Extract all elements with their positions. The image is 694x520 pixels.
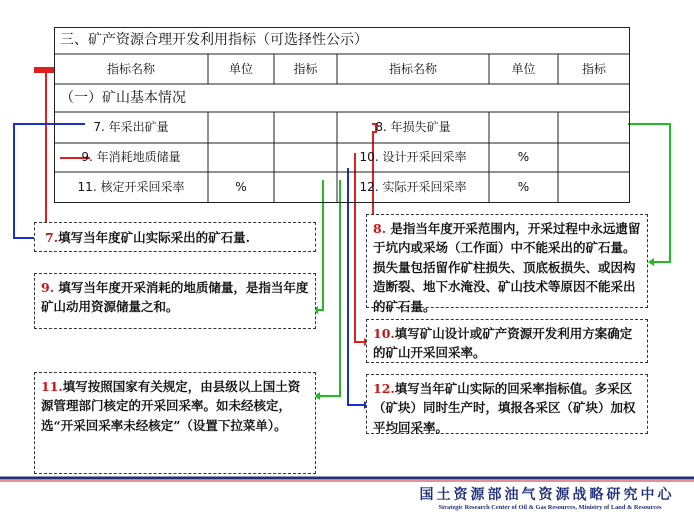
row-unit-left (208, 143, 274, 172)
row-name-right: 10. 设计开采回采率 (359, 150, 467, 165)
header-value-right: 指标 (581, 61, 606, 76)
header-name-left: 指标名称 (106, 61, 155, 76)
footer-org-name: 国土资源部油气资源战略研究中心 (419, 487, 675, 503)
note-9 (34, 273, 316, 329)
note-8-number: 8. (373, 221, 387, 236)
note-12-number: 12. (373, 381, 395, 396)
note-11-number: 11. (41, 379, 63, 394)
row-name-left: 11. 核定开采回采率 (77, 180, 185, 195)
note-10-number: 10. (373, 326, 395, 341)
note-10 (366, 319, 648, 363)
row-name-right: 8. 年损失矿量 (375, 120, 451, 135)
note-11-text: 填写按照国家有关规定，由县级以上国土资源管理部门核定的开采回采率。如未经核定，选“开采回采率未经核定”（设置下拉菜单）。 (41, 379, 301, 433)
row-name-left: 7. 年采出矿量 (93, 120, 169, 135)
header-unit-left: 单位 (228, 61, 253, 76)
note-12 (366, 374, 648, 434)
footer-org-name-en: Strategic Research Center of Oil & Gas Resources, Ministry of Land & Resources (438, 504, 662, 511)
note-7-number: 7. (45, 230, 59, 245)
note-9-number: 9. (41, 280, 55, 295)
row-unit-right: % (517, 180, 530, 195)
row-unit-left: % (235, 180, 247, 195)
table-title: 三、矿产资源合理开发利用指标（可选择性公示） (60, 32, 368, 49)
note-9-text: 填写当年度开采消耗的地质储量，是指当年度矿山动用资源储量之和。 (41, 280, 309, 315)
header-value-left: 指标 (293, 61, 318, 76)
note-8 (366, 214, 648, 314)
note-8-text: 是指当年度开采范围内，开采过程中永远遗留于坑内或采场（工作面）中不能采出的矿石量。损失量包括留作矿柱损失、顶底板损失、或因构造断裂、地下水淹没、矿山技术等原因不能采出的矿石量。 (373, 221, 641, 314)
note-7 (34, 222, 316, 252)
row-unit-right: % (517, 150, 530, 165)
note-11 (34, 372, 316, 474)
row-unit-right (489, 112, 558, 143)
note-12-text: 填写当年矿山实际的回采率指标值。多采区（矿块）同时生产时，填报各采区（矿块）加权平均回采率。 (373, 381, 636, 435)
row-name-right: 12. 实际开采回采率 (359, 180, 467, 195)
note-7-text: 填写当年度矿山实际采出的矿石量. (58, 230, 250, 245)
note-10-text: 填写矿山设计或矿产资源开发利用方案确定的矿山开采回采率。 (373, 326, 633, 361)
section-heading: （一）矿山基本情况 (60, 89, 186, 106)
header-unit-right: 单位 (511, 61, 536, 76)
row-name-left: 9. 年消耗地质储量 (81, 150, 181, 165)
row-unit-left (208, 112, 274, 143)
header-name-right: 指标名称 (388, 61, 437, 76)
